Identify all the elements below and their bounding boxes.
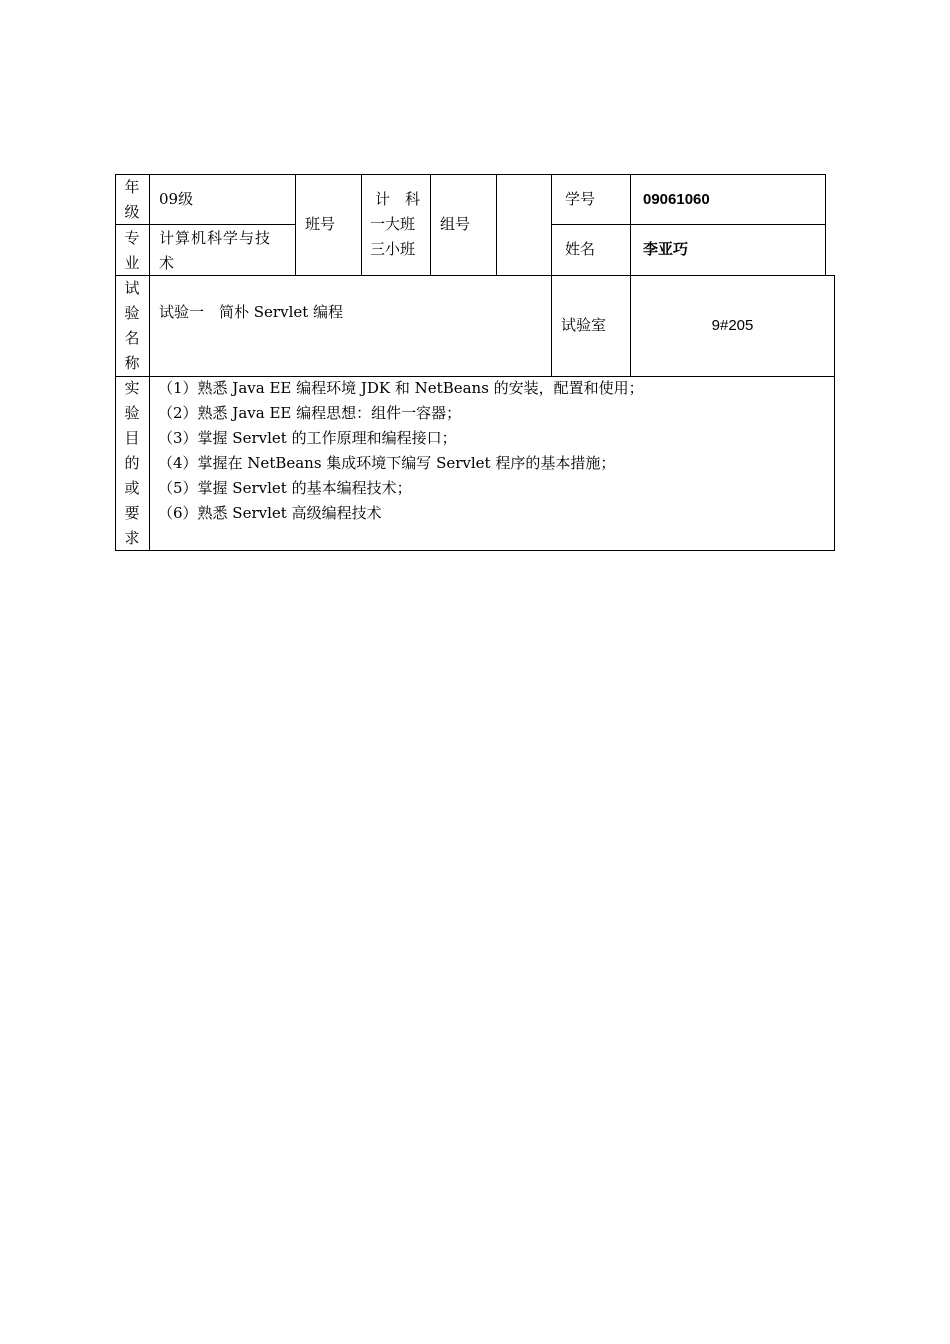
table-border-right bbox=[834, 275, 835, 551]
student-id-value: 09061060 bbox=[643, 191, 710, 208]
table-border-bottom bbox=[115, 550, 835, 551]
list-item: （5）掌握 Servlet 的基本编程技术； bbox=[158, 479, 412, 497]
list-item: （2）熟悉 Java EE 编程思想：组件一容器； bbox=[158, 404, 462, 422]
class-label: 班号 bbox=[305, 215, 336, 233]
col-separator bbox=[496, 174, 497, 276]
row-separator bbox=[115, 224, 296, 225]
col-separator bbox=[551, 174, 552, 377]
col-separator bbox=[825, 174, 826, 276]
experiment-label: 试 验 名 称 bbox=[124, 279, 140, 372]
group-label: 组号 bbox=[440, 215, 471, 233]
purpose-list bbox=[158, 376, 644, 526]
lab-label: 试验室 bbox=[561, 316, 607, 334]
table-border-left bbox=[115, 174, 116, 551]
row-separator bbox=[551, 224, 826, 225]
col-separator bbox=[630, 174, 631, 377]
experiment-title: 试验一 简朴 Servlet 编程 bbox=[159, 303, 344, 321]
name-value: 李亚巧 bbox=[643, 241, 689, 258]
col-separator bbox=[295, 174, 296, 276]
lab-value: 9#205 bbox=[711, 317, 754, 334]
list-item: （1）熟悉 Java EE 编程环境 JDK 和 NetBeans 的安装，配置和使用； bbox=[158, 379, 644, 397]
col-separator bbox=[149, 174, 150, 551]
col-separator bbox=[361, 174, 362, 276]
list-item: （6）熟悉 Servlet 高级编程技术 bbox=[158, 504, 382, 522]
list-item: （3）掌握 Servlet 的工作原理和编程接口； bbox=[158, 429, 457, 447]
major-label: 专 业 bbox=[124, 229, 140, 272]
student-id-label: 学号 bbox=[565, 190, 596, 208]
purpose-label: 实 验 目 的 或 要 求 bbox=[124, 379, 140, 547]
class-value: 计 科 一大班 三小班 bbox=[370, 190, 421, 258]
grade-label: 年 级 bbox=[124, 178, 140, 221]
major-value: 计算机科学与技 术 bbox=[159, 229, 272, 272]
name-label: 姓名 bbox=[565, 240, 596, 258]
list-item: （4）掌握在 NetBeans 集成环境下编写 Servlet 程序的基本措施； bbox=[158, 454, 616, 472]
grade-value: 09级 bbox=[159, 190, 194, 208]
table-border-top bbox=[115, 174, 826, 175]
col-separator bbox=[430, 174, 431, 276]
